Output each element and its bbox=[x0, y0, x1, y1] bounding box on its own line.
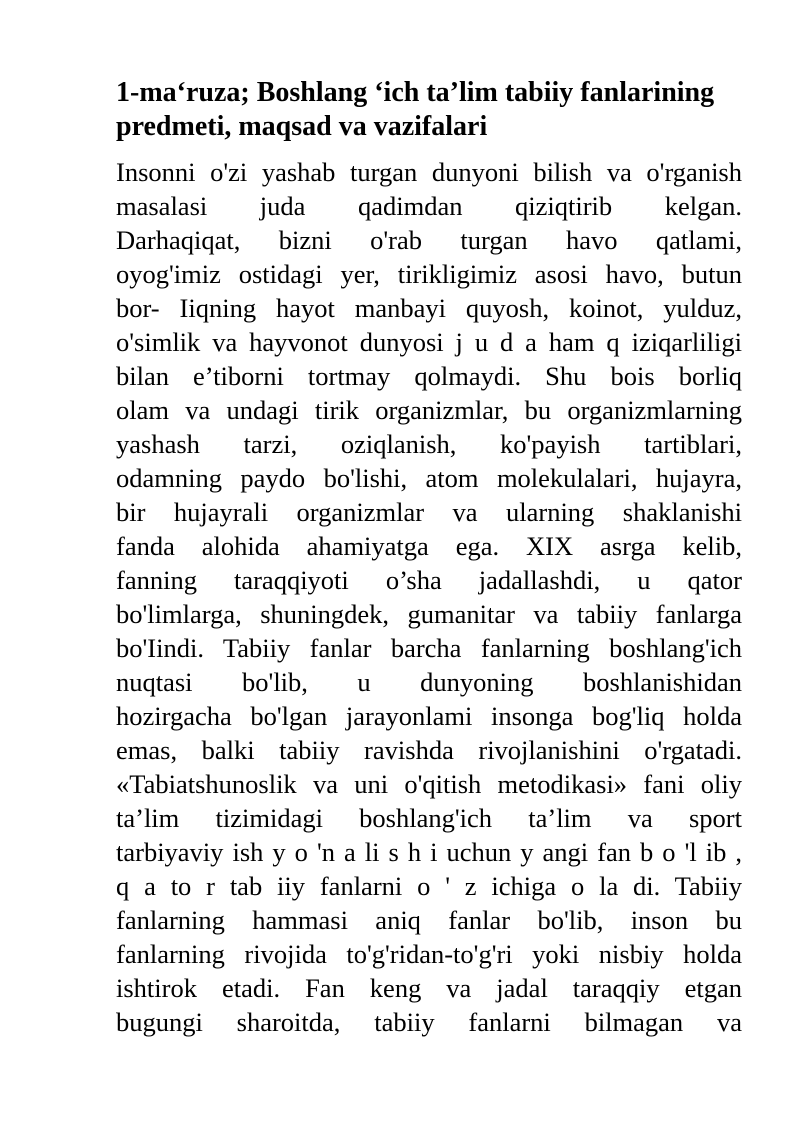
lecture-body-paragraph bbox=[116, 155, 742, 1039]
paragraph-line: masalasi juda qadimdan qiziqtirib kelgan. bbox=[116, 191, 742, 221]
paragraph-line: hozirgacha bo'lgan jarayonlami insonga bog'liq holda bbox=[116, 701, 742, 731]
paragraph-line: odamning paydo bo'lishi, atom molekulalari, hujayra, bbox=[116, 463, 742, 493]
paragraph-line: fanda alohida ahamiyatga ega. XIX asrga kelib, bbox=[116, 531, 742, 561]
paragraph-line: fanlarning hammasi aniq fanlar bo'lib, inson bu bbox=[116, 905, 742, 935]
paragraph-line: ta’lim tizimidagi boshlang'ich ta’lim va sport bbox=[116, 803, 742, 833]
paragraph-line: fanlarning rivojida to'g'ridan-to'g'ri yoki nisbiy holda bbox=[116, 939, 742, 969]
paragraph-line: Darhaqiqat, bizni o'rab turgan havo qatlami, bbox=[116, 225, 742, 255]
paragraph-line: bir hujayrali organizmlar va ularning shaklanishi bbox=[116, 497, 742, 527]
paragraph-line: q a to r tab iiy fanlarni o ' z ichiga o la di. Tabiiy bbox=[116, 871, 742, 901]
paragraph-line: o'simlik va hayvonot dunyosi j u d a ham q iziqarliligi bbox=[116, 327, 742, 357]
paragraph-line: fanning taraqqiyoti o’sha jadallashdi, u qator bbox=[116, 565, 742, 595]
paragraph-line: ishtirok etadi. Fan keng va jadal taraqqiy etgan bbox=[116, 973, 742, 1003]
paragraph-line: bugungi sharoitda, tabiiy fanlarni bilmagan va bbox=[116, 1007, 742, 1037]
paragraph-line: olam va undagi tirik organizmlar, bu organizmlarning bbox=[116, 395, 742, 425]
paragraph-line: nuqtasi bo'lib, u dunyoning boshlanishidan bbox=[116, 667, 742, 697]
paragraph-line: tarbiyaviy ish y o 'n a li s h i uchun y angi fan b o 'l ib , bbox=[116, 837, 742, 867]
paragraph-line: «Tabiatshunoslik va uni o'qitish metodikasi» fani oliy bbox=[116, 769, 742, 799]
lecture-title bbox=[116, 76, 742, 144]
paragraph-line: bo'limlarga, shuningdek, gumanitar va tabiiy fanlarga bbox=[116, 599, 742, 629]
document-content bbox=[116, 76, 742, 1039]
paragraph-line: bor- Iiqning hayot manbayi quyosh, koinot, yulduz, bbox=[116, 293, 742, 323]
paragraph-line: emas, balki tabiiy ravishda rivojlanishini o'rgatadi. bbox=[116, 735, 742, 765]
lecture-title-line: predmeti, maqsad va vazifalari bbox=[116, 111, 488, 142]
paragraph-line: yashash tarzi, oziqlanish, ko'payish tartiblari, bbox=[116, 429, 742, 459]
paragraph-line: Insonni o'zi yashab turgan dunyoni bilish va o'rganish bbox=[116, 157, 742, 187]
lecture-title-line: 1-ma‘ruza; Boshlang ‘ich ta’lim tabiiy fanlarining bbox=[116, 77, 715, 108]
paragraph-line: bilan e’tiborni tortmay qolmaydi. Shu bois borliq bbox=[116, 361, 742, 391]
paragraph-line: bo'Iindi. Tabiiy fanlar barcha fanlarning boshlang'ich bbox=[116, 633, 742, 663]
paragraph-line: oyog'imiz ostidagi yer, tirikligimiz asosi havo, butun bbox=[116, 259, 742, 289]
